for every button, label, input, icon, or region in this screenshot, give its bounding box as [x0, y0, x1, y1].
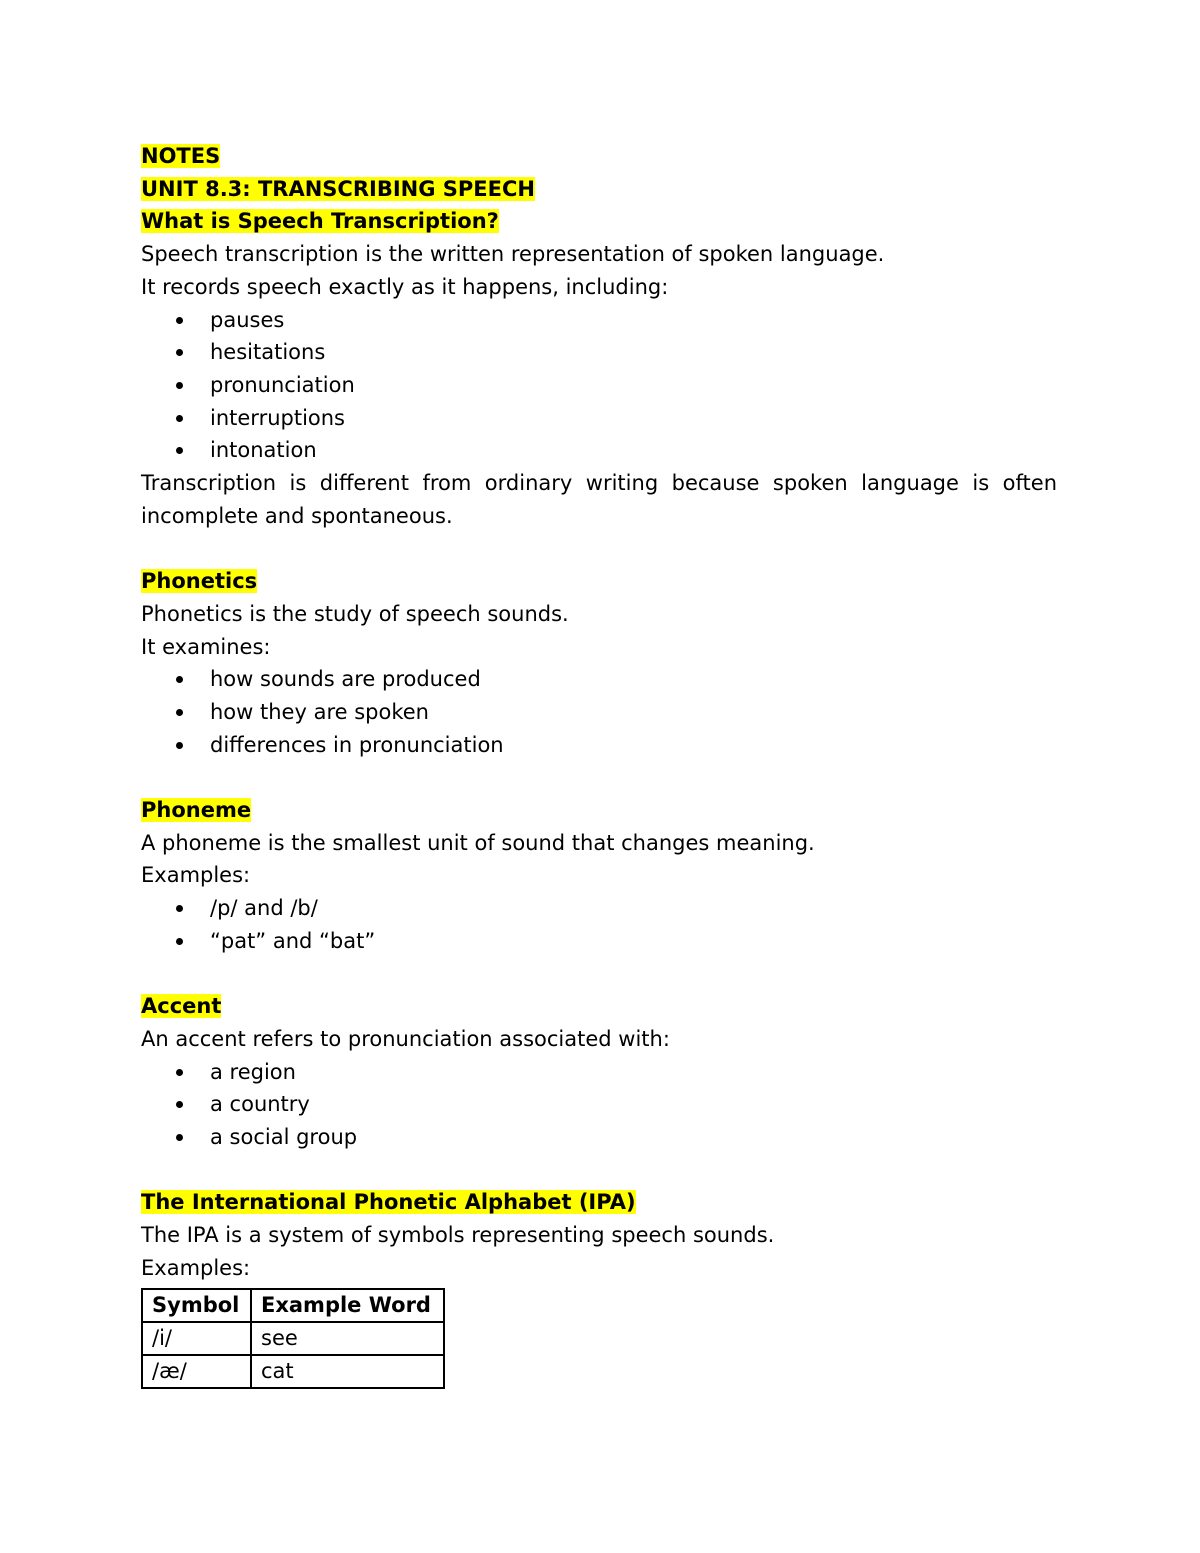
bullet-icon — [176, 742, 183, 749]
table-cell-symbol: /æ/ — [142, 1355, 251, 1388]
bullet-icon — [176, 1134, 183, 1141]
phoneme-definition: A phoneme is the smallest unit of sound that changes meaning. — [141, 830, 815, 855]
bullet-icon — [176, 1069, 183, 1076]
spacer — [141, 532, 1057, 565]
transcription-intro: It records speech exactly as it happens, including: — [141, 274, 669, 299]
accent-heading: Accent — [141, 994, 222, 1019]
list-item: differences in pronunciation — [141, 729, 1057, 762]
phonetics-list — [141, 663, 1057, 761]
ipa-heading: The International Phonetic Alphabet (IPA) — [141, 1190, 636, 1215]
list-item: hesitations — [141, 336, 1057, 369]
list-item: a social group — [141, 1121, 1057, 1154]
list-item: “pat” and “bat” — [141, 925, 1057, 958]
notes-heading: NOTES — [141, 144, 221, 168]
transcription-definition: Speech transcription is the written representation of spoken language. — [141, 242, 885, 267]
bullet-icon — [176, 938, 183, 945]
table-header-row — [142, 1289, 444, 1322]
transcription-list — [141, 304, 1057, 468]
bullet-icon — [176, 415, 183, 422]
table-cell-symbol: /i/ — [142, 1322, 251, 1355]
phonetics-heading: Phonetics — [141, 569, 258, 594]
table-row — [142, 1322, 444, 1355]
spacer — [141, 958, 1057, 991]
phoneme-heading: Phoneme — [141, 798, 252, 823]
bullet-icon — [176, 349, 183, 356]
phonetics-definition: Phonetics is the study of speech sounds. — [141, 601, 569, 626]
ipa-table — [141, 1288, 445, 1389]
bullet-icon — [176, 676, 183, 683]
table-header-example-word: Example Word — [251, 1289, 444, 1322]
document-page — [141, 140, 1057, 1389]
table-header-symbol: Symbol — [142, 1289, 251, 1322]
bullet-icon — [176, 447, 183, 454]
bullet-icon — [176, 1101, 183, 1108]
accent-definition: An accent refers to pronunciation associated with: — [141, 1026, 670, 1051]
accent-list — [141, 1056, 1057, 1154]
list-item: pauses — [141, 304, 1057, 337]
list-item: how they are spoken — [141, 696, 1057, 729]
bullet-icon — [176, 709, 183, 716]
list-item: a region — [141, 1056, 1057, 1089]
transcription-heading: What is Speech Transcription? — [141, 209, 499, 234]
unit-title: UNIT 8.3: TRANSCRIBING SPEECH — [141, 176, 535, 201]
table-cell-word: cat — [251, 1355, 444, 1388]
phoneme-examples-label: Examples: — [141, 863, 251, 888]
table-cell-word: see — [251, 1322, 444, 1355]
spacer — [141, 761, 1057, 794]
spacer — [141, 1154, 1057, 1187]
list-item: interruptions — [141, 402, 1057, 435]
list-item: /p/ and /b/ — [141, 892, 1057, 925]
bullet-icon — [176, 905, 183, 912]
list-item: how sounds are produced — [141, 663, 1057, 696]
table-row — [142, 1355, 444, 1388]
bullet-icon — [176, 317, 183, 324]
phonetics-intro: It examines: — [141, 634, 271, 659]
phoneme-list — [141, 892, 1057, 957]
bullet-icon — [176, 382, 183, 389]
list-item: a country — [141, 1088, 1057, 1121]
list-item: pronunciation — [141, 369, 1057, 402]
list-item: intonation — [141, 434, 1057, 467]
ipa-definition: The IPA is a system of symbols representing speech sounds. — [141, 1223, 775, 1248]
ipa-examples-label: Examples: — [141, 1255, 251, 1280]
transcription-paragraph: Transcription is different from ordinary writing because spoken language is often incomplete and spontaneous. — [141, 471, 1057, 528]
